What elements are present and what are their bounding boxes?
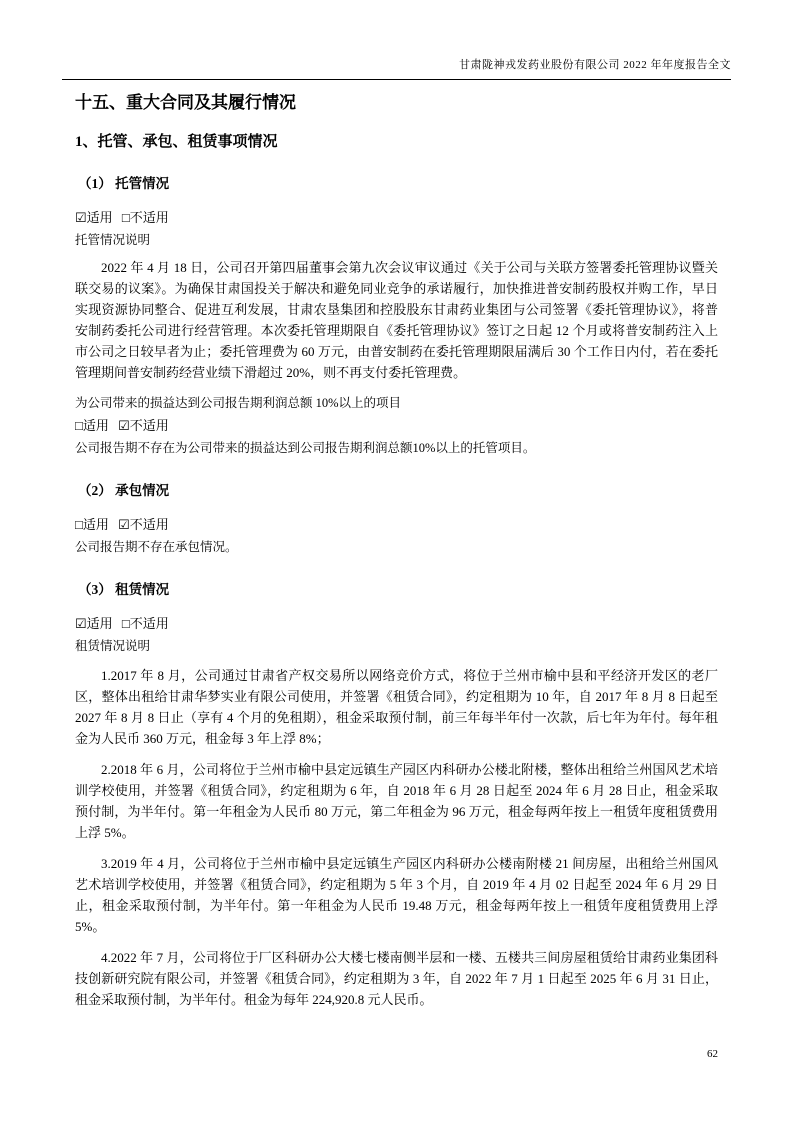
leasing-applicability-row bbox=[75, 615, 718, 632]
applicable-option bbox=[75, 517, 109, 532]
report-header-title: 甘肃陇神戎发药业股份有限公司 2022 年年度报告全文 bbox=[459, 59, 731, 71]
applicable-label: 适用 bbox=[86, 616, 113, 631]
applicable-label: 适用 bbox=[82, 418, 109, 433]
checkbox-checked-icon: ☑ bbox=[75, 210, 87, 225]
checkbox-checked-icon: ☑ bbox=[118, 418, 130, 433]
leasing-paragraph-2: 2.2018 年 6 月，公司将位于兰州市榆中县定远镇生产园区内科研办公楼北附楼，整体出租给兰州国风艺术培训学校使用，并签署《租赁合同》，约定租期为 6 年，自 2018 年 6 月 28 日起至 2024 年 6 月 28 日止，租金采取预付制，为半年付。第一年租金为人民币 80 万元，第二年租金为 96 万元，租金每两年按上一租赁年度租赁费用上浮 5%。 bbox=[75, 762, 718, 840]
main-title: 十五、重大合同及其履行情况 bbox=[75, 93, 296, 112]
not-applicable-option bbox=[122, 210, 169, 225]
applicable-option bbox=[75, 616, 113, 631]
contracting-note: 公司报告期不存在承包情况。 bbox=[75, 540, 238, 554]
leasing-paragraph-3: 3.2019 年 4 月，公司将位于兰州市榆中县定远镇生产园区内科研办公楼南附楼 21 间房屋，出租给兰州国风艺术培训学校使用，并签署《租赁合同》，约定租期为 5 年 3 个月，自 2019 年 4 月 02 日起至 2024 年 6 月 29 日止，租金采取预付制，为半年付。第一年租金为人民币 19.48 万元，租金每两年按上一租赁年度租赁费用上浮 5%。 bbox=[75, 856, 718, 934]
profit-threshold-line: 为公司带来的损益达到公司报告期利润总额 10%以上的项目 bbox=[75, 396, 402, 410]
checkbox-checked-icon: ☑ bbox=[118, 517, 130, 532]
not-applicable-label: 不适用 bbox=[129, 517, 169, 532]
heading-trusteeship: （1） 托管情况 bbox=[78, 176, 170, 191]
checkbox-unchecked-icon: □ bbox=[121, 210, 130, 225]
heading-leasing: （3） 租赁情况 bbox=[78, 582, 170, 597]
not-applicable-label: 不适用 bbox=[129, 418, 169, 433]
checkbox-unchecked-icon: □ bbox=[75, 418, 83, 433]
contracting-applicability-row bbox=[75, 516, 718, 533]
not-applicable-label: 不适用 bbox=[129, 210, 169, 225]
page-number: 62 bbox=[707, 1048, 718, 1060]
checkbox-checked-icon: ☑ bbox=[75, 616, 87, 631]
applicable-option bbox=[75, 418, 109, 433]
leasing-paragraph-4: 4.2022 年 7 月，公司将位于厂区科研办公大楼七楼南侧半层和一楼、五楼共三间房屋租赁给甘肃药业集团科技创新研究院有限公司，并签署《租赁合同》，约定租期为 3 年，自 2022 年 7 月 1 日起至 2025 年 6 月 31 日止，租金采取预付制，为半年付。租金为每年 224,920.8 元人民币。 bbox=[75, 950, 718, 1007]
applicable-label: 适用 bbox=[82, 517, 109, 532]
checkbox-unchecked-icon: □ bbox=[75, 517, 83, 532]
profit-applicability-row bbox=[75, 417, 718, 434]
not-applicable-option bbox=[118, 517, 169, 532]
not-applicable-label: 不适用 bbox=[129, 616, 169, 631]
not-applicable-option bbox=[118, 418, 169, 433]
applicable-option bbox=[75, 210, 113, 225]
applicable-label: 适用 bbox=[86, 210, 113, 225]
trusteeship-applicability-row bbox=[75, 209, 718, 226]
heading-contracting: （2） 承包情况 bbox=[78, 483, 170, 498]
sub-title: 1、托管、承包、租赁事项情况 bbox=[75, 134, 278, 150]
trusteeship-note-label: 托管情况说明 bbox=[75, 233, 151, 247]
trusteeship-paragraph: 2022 年 4 月 18 日，公司召开第四届董事会第九次会议审议通过《关于公司与关联方签署委托管理协议暨关联交易的议案》。为确保甘肃国投关于解决和避免同业竞争的承诺履行，加快推进普安制药股权并购工作，早日实现资源协同整合、促进互利发展，甘肃农垦集团和控股股东甘肃药业集团与公司签署《委托管理协议》，将普安制药委托公司进行经营管理。本次委托管理期限自《委托管理协议》签订之日起 12 个月或将普安制药注入上市公司之日较早者为止；委托管理费为 60 万元，由普安制药在委托管理期限届满后 30 个工作日内付，若在委托管理期间普安制药经营业绩下滑超过 20%，则不再支付委托管理费。 bbox=[75, 260, 718, 380]
not-applicable-option bbox=[122, 616, 169, 631]
leasing-note-label: 租赁情况说明 bbox=[75, 639, 151, 653]
checkbox-unchecked-icon: □ bbox=[121, 616, 130, 631]
profit-note: 公司报告期不存在为公司带来的损益达到公司报告期利润总额10%以上的托管项目。 bbox=[75, 441, 536, 455]
leasing-paragraph-1: 1.2017 年 8 月，公司通过甘肃省产权交易所以网络竞价方式，将位于兰州市榆中县和平经济开发区的老厂区，整体出租给甘肃华梦实业有限公司使用，并签署《租赁合同》，约定租期为 10 年，自 2017 年 8 月 8 日起至 2027 年 8 月 8 日止（享有 4 个月的免租期），租金采取预付制，前三年每半年付一次款，后七年为年付。每年租金为人民币 360 万元，租金每 3 年上浮 8%； bbox=[75, 668, 718, 746]
page-header bbox=[62, 56, 731, 80]
